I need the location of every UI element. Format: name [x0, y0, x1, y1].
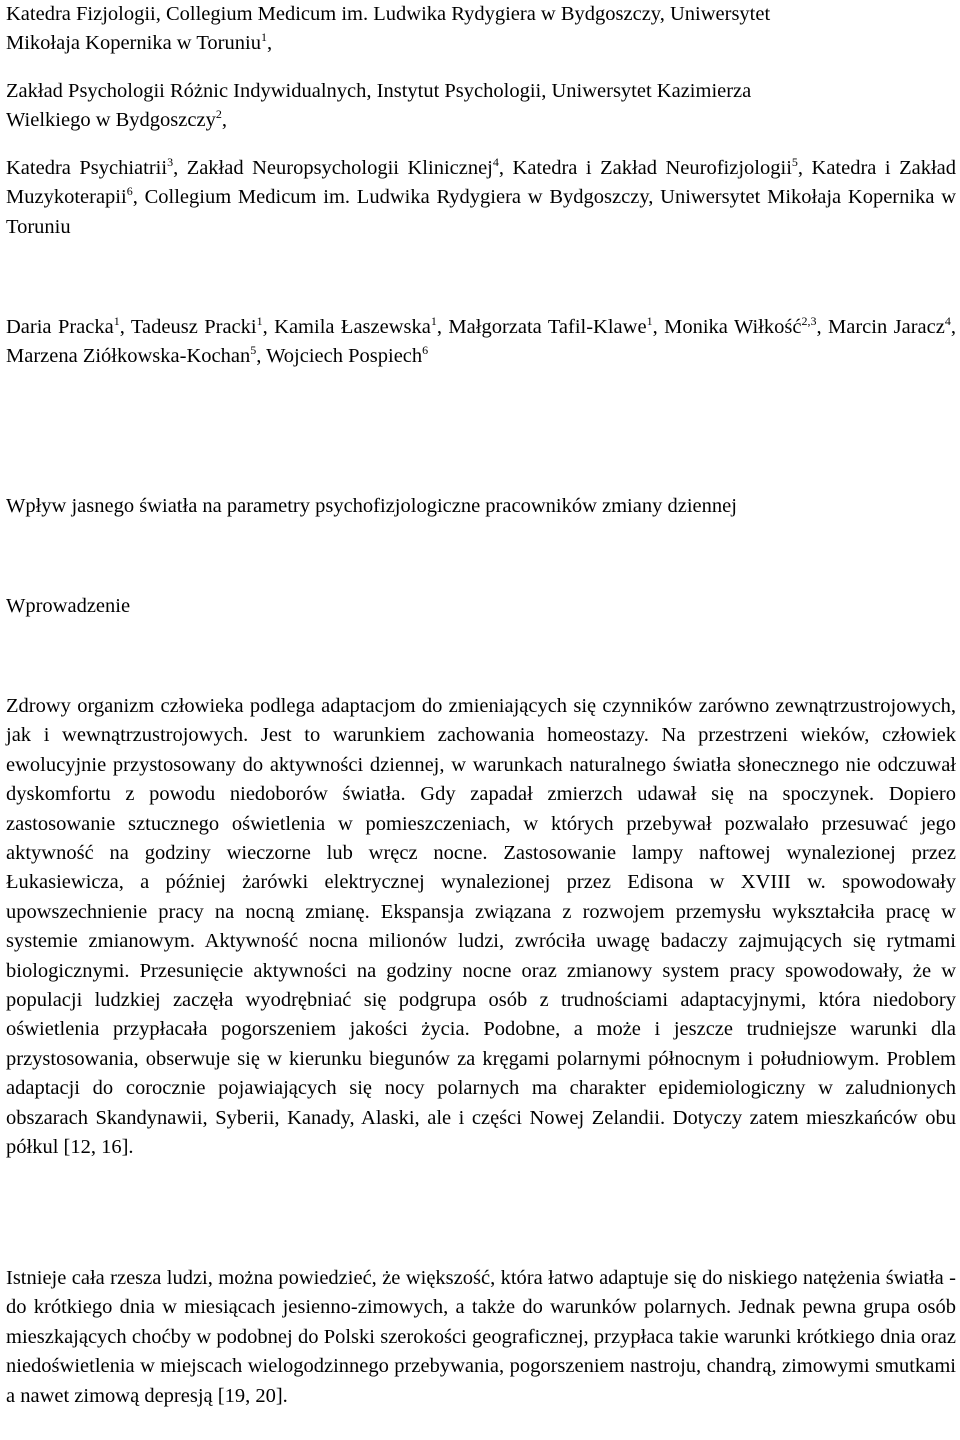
author-separator: , — [652, 316, 665, 338]
affiliation-1 — [6, 0, 956, 59]
section-heading: Wprowadzenie — [6, 595, 131, 617]
author-affiliation-marker: 1 — [256, 314, 263, 328]
author-separator: , — [950, 316, 956, 338]
affiliation-2-line-2: Wielkiego w Bydgoszczy — [6, 109, 216, 132]
author-affiliation-marker: 6 — [422, 343, 429, 358]
author-separator: , — [436, 316, 449, 338]
author-affiliation-marker: 1 — [113, 314, 120, 328]
affiliation-3-marker: 4 — [492, 155, 499, 169]
affiliation-2-marker: 2 — [215, 107, 222, 122]
author-name: Monika Wiłkość — [664, 316, 802, 338]
affiliation-3-segment: , Katedra i Zakład Neurofizjologii — [498, 157, 792, 179]
author-name: Tadeusz Pracki — [130, 316, 257, 338]
author-affiliation-marker: 1 — [646, 314, 653, 328]
affiliation-2-line-1: Zakład Psychologii Różnic Indywidualnych, Instytut Psychologii, Uniwersytet Kazimierza — [6, 80, 752, 102]
author-separator: , — [262, 316, 275, 338]
affiliation-3-marker: 5 — [791, 155, 798, 169]
affiliation-1-suffix: , — [266, 32, 273, 55]
affiliation-3-segment: , Zakład Neuropsychologii Klinicznej — [173, 157, 493, 179]
author-affiliation-marker: 5 — [250, 343, 257, 358]
author-name: Wojciech Pospiech — [266, 345, 423, 368]
affiliation-3-segment: , Katedra i Zakład Muzykoterapii — [6, 157, 956, 209]
affiliation-1-line-2: Mikołaja Kopernika w Toruniu — [6, 32, 261, 55]
author-name: Marzena Ziółkowska-Kochan — [6, 345, 251, 368]
affiliation-3-marker: 3 — [167, 155, 174, 169]
affiliation-3 — [6, 154, 956, 242]
affiliation-3-segment: Katedra Psychiatrii — [6, 157, 168, 179]
author-name: Kamila Łaszewska — [274, 316, 431, 338]
author-affiliation-marker: 4 — [944, 314, 951, 328]
author-name: Marcin Jaracz — [828, 316, 945, 338]
affiliation-3-marker: 6 — [126, 184, 133, 199]
author-name: Daria Pracka — [6, 316, 114, 338]
author-separator: , — [256, 345, 267, 368]
affiliation-3-segment: , Collegium Medicum im. Ludwika Rydygiera w Bydgoszczy, Uniwersytet Mikołaja Kopernika w Toruniu — [6, 186, 956, 238]
affiliation-2 — [6, 77, 956, 136]
author-name: Małgorzata Tafil-Klawe — [448, 316, 647, 338]
affiliation-1-line-1: Katedra Fizjologii, Collegium Medicum im. Ludwika Rydygiera w Bydgoszczy, Uniwersytet — [6, 3, 771, 25]
body-paragraph-1: Zdrowy organizm człowieka podlega adaptacjom do zmieniających się czynników zarówno zewnątrzustrojowych, jak i wewnątrzustrojowych. Jest to warunkiem zachowania homeostazy. Na przestrzeni wieków, człowiek ewolucyjnie przystosowany do aktywności dziennej, w warunkach naturalnego światła słonecznego nie odczuwał dyskomfortu z powodu niedoborów światła. Gdy zapadał zmierzch udawał się na spoczynek. Dopiero zastosowanie sztucznego oświetlenia w pomieszczeniach, w których przebywał pozwalało przesuwać jego aktywność na godziny wieczorne lub wręcz nocne. Zastosowanie lampy naftowej wynalezionej przez Łukasiewicza, a później żarówki elektrycznej wynalezionej przez Edisona w XVIII w. spowodowały upowszechnienie pracy na nocną zmianę. Ekspansja związana z rozwojem przemysłu wykształciła pracę w systemie zmianowym. Aktywność nocna milionów ludzi, zwróciła uwagę badaczy zajmujących się rytmami biologicznymi. Przesunięcie aktywności na godziny nocne oraz zmianowy system pracy spowodowały, że w populacji ludzkiej zaczęła wyodrębniać się podgrupa osób z trudnościami adaptacyjnymi, która niedobory oświetlenia przypłacała pogorszeniem jakości życia. Podobne, a może i jeszcze trudniejsze warunki dla przystosowania, obserwuje się w kierunku biegunów za kręgami polarnymi północnym i południowym. Problem adaptacji do corocznie pojawiających się nocy polarnych ma charakter epidemiologiczny w zaludnionych obszarach Skandynawii, Syberii, Kanady, Alaski, ale i części Nowej Zelandii. Dotyczy zatem mieszkańców obu półkul [12, 16]. — [6, 695, 956, 1159]
body-paragraph-2: Istnieje cała rzesza ludzi, można powiedzieć, że większość, która łatwo adaptuje się do niskiego natężenia światła - do krótkiego dnia w miesiącach jesienno-zimowych, a także do warunków polarnych. Jednak pewna grupa osób mieszkających choćby w podobnej do Polski szerokości geograficznej, przypłaca takie warunki krótkiego dnia oraz niedoświetlenia w miejscach wielogodzinnego przebywania, pogorszeniem nastroju, chandrą, zimowymi smutkami a nawet zimową depresją [19, 20]. — [6, 1267, 956, 1407]
author-affiliation-marker: 1 — [430, 314, 437, 328]
author-affiliation-marker: 2,3 — [801, 314, 817, 328]
affiliation-2-suffix: , — [221, 109, 227, 132]
author-separator: , — [119, 316, 131, 338]
article-title: Wpływ jasnego światła na parametry psychofizjologiczne pracowników zmiany dziennej — [6, 495, 737, 517]
author-list — [6, 313, 956, 372]
author-separator: , — [816, 316, 829, 338]
affiliation-1-marker: 1 — [260, 30, 267, 45]
